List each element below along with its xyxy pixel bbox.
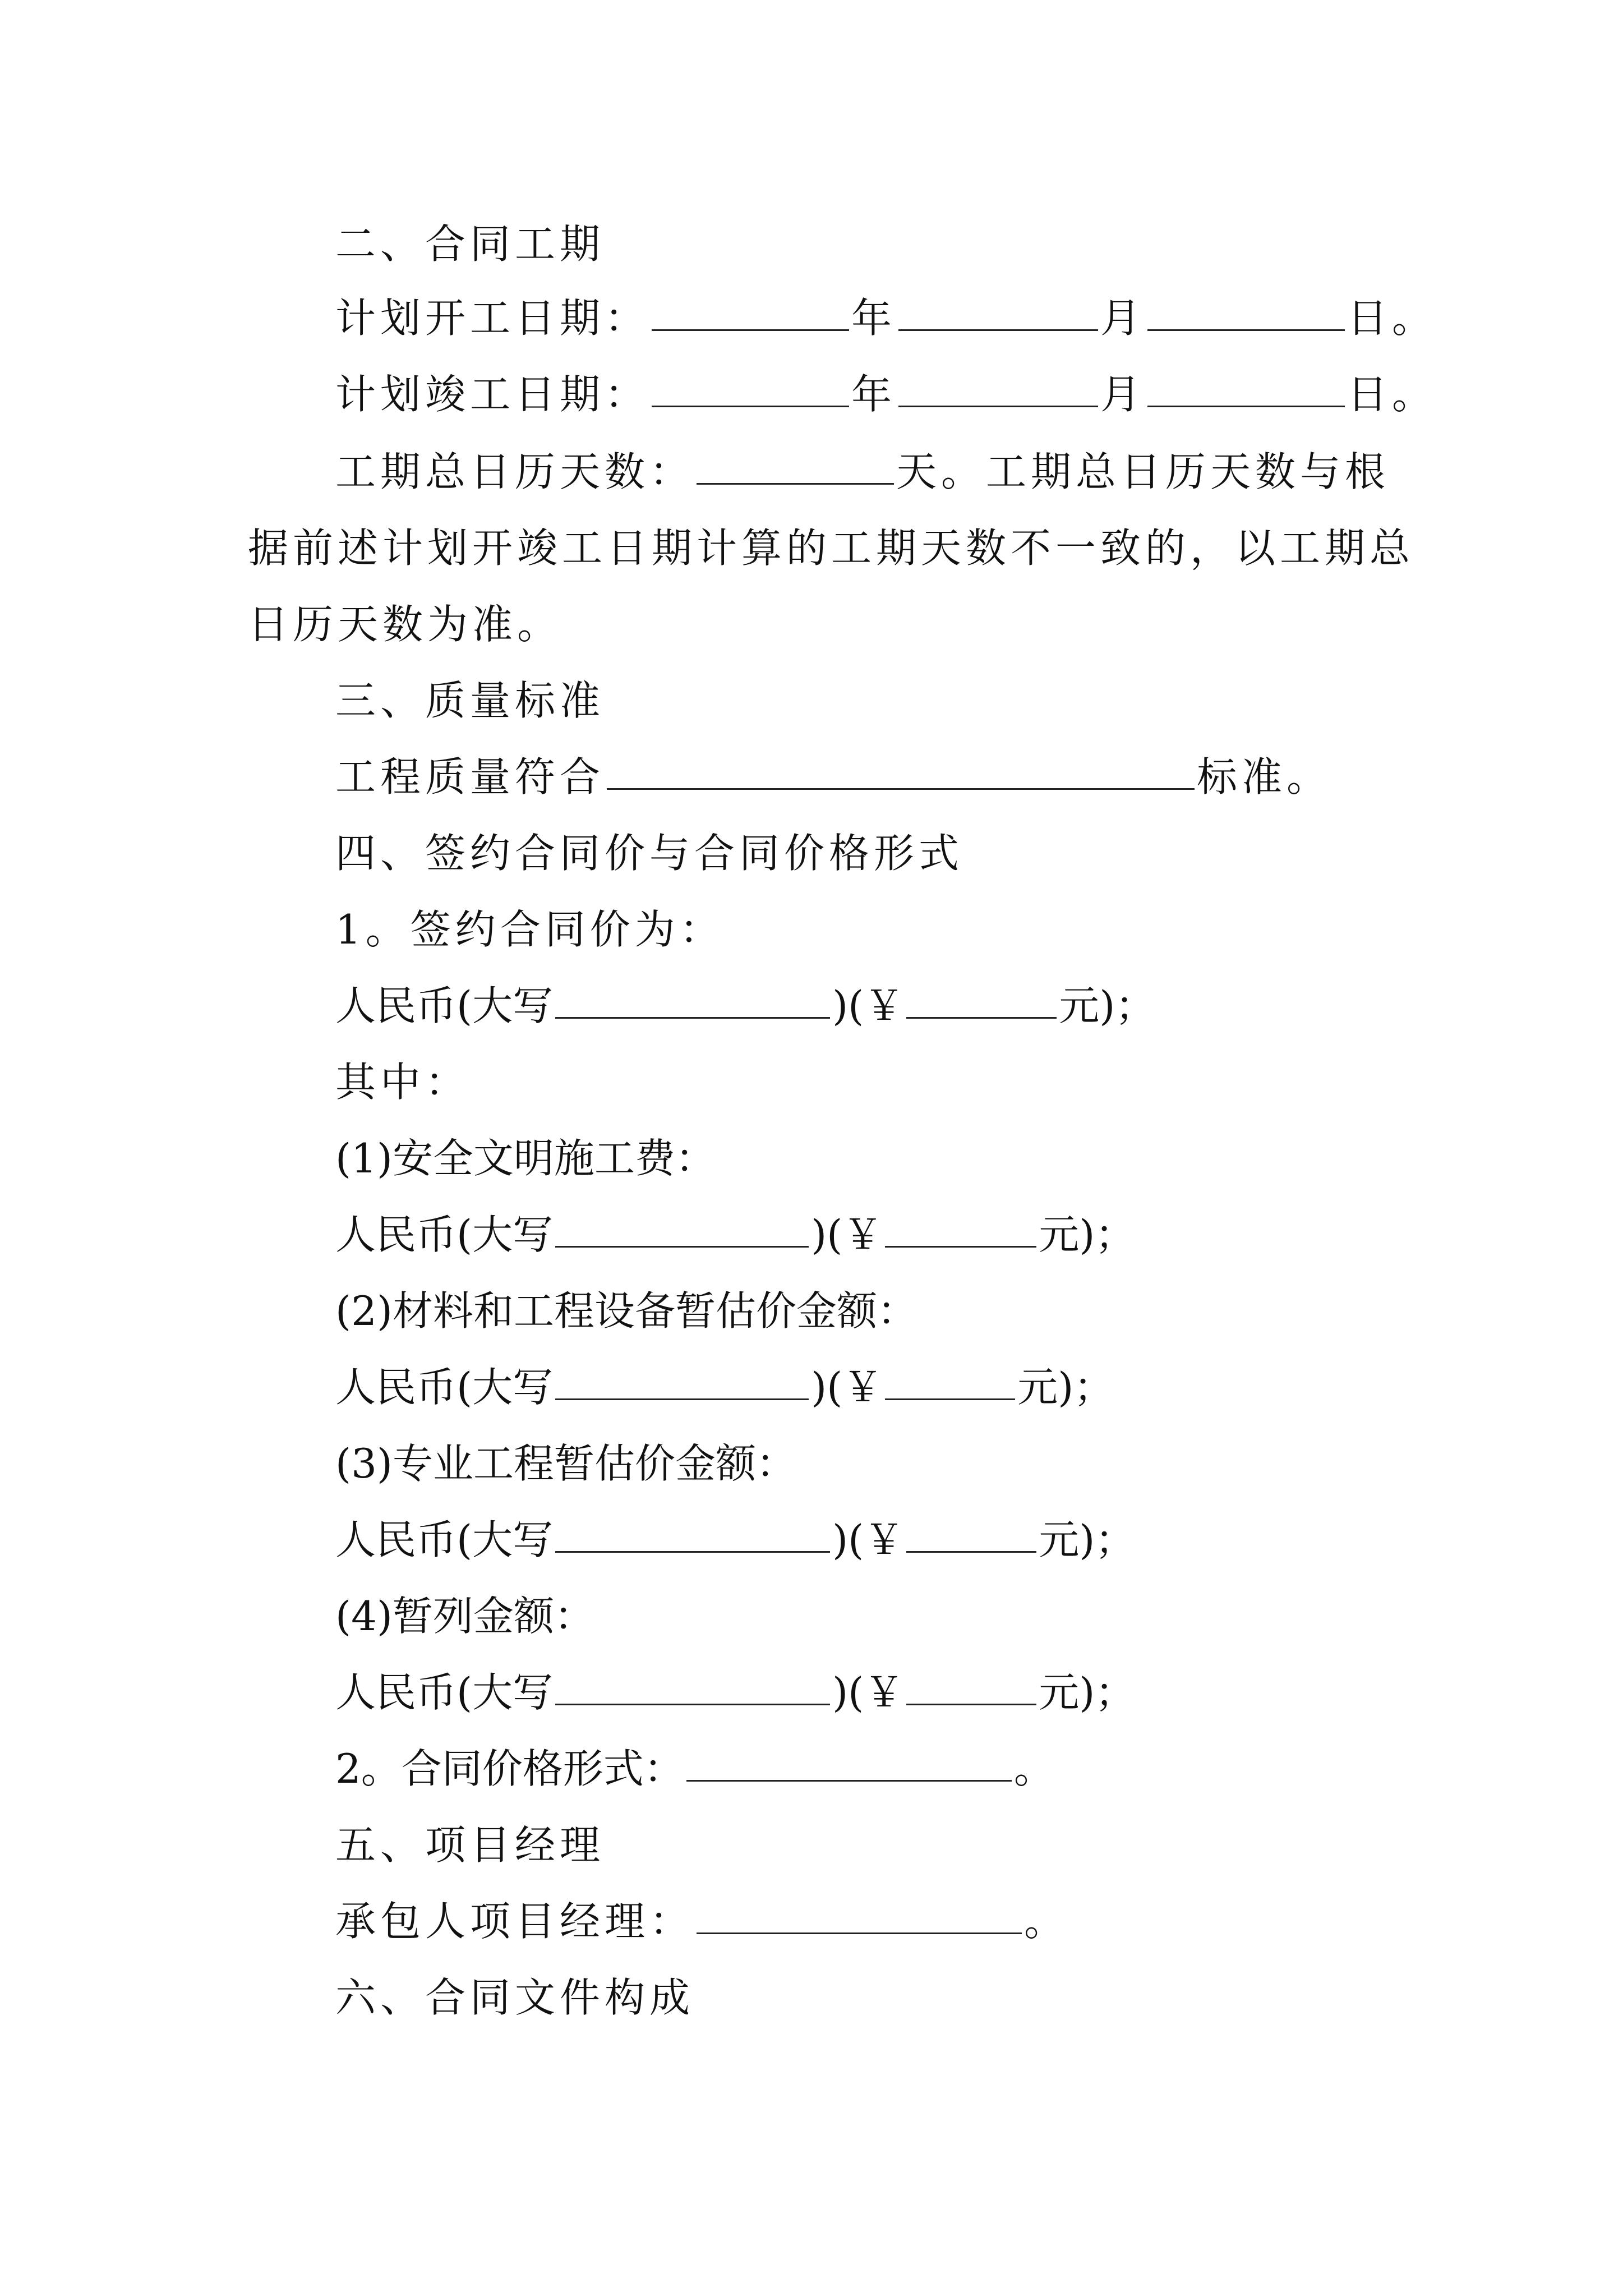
rmb-label: 人民币(大写 [335,1516,554,1563]
start-year-blank[interactable] [652,295,849,331]
specialty-estimate-figure-blank[interactable] [906,1516,1036,1553]
paragraph-text: 日历天数为准。 [248,601,562,648]
price-form-blank[interactable] [686,1745,1012,1782]
safety-fee-amount-line [335,1204,1135,1266]
total-days-para-line2 [248,517,1414,579]
contract-price-heading [335,899,725,960]
year-label: 年 [851,295,897,342]
specialty-estimate-amount-line [335,1509,1135,1571]
quality-suffix: 标准。 [1197,753,1332,800]
project-manager-line [335,1890,1069,1952]
material-estimate-words-blank[interactable] [555,1364,809,1400]
rmb-label: 人民币(大写 [335,1211,554,1258]
section-6-title [335,1967,694,2028]
contract-price-amount-line [335,975,1155,1037]
material-estimate-heading [335,1280,917,1342]
among-label: 其中： [335,1059,471,1106]
day-label: 日。 [1347,295,1437,342]
yuan-label: 元)； [1039,1669,1136,1716]
provisional-sum-words-blank[interactable] [555,1669,830,1705]
rmb-label: 人民币(大写 [335,1669,554,1716]
section-3-title [335,670,605,731]
start-day-blank[interactable] [1147,295,1345,331]
total-days-line [335,441,1390,503]
total-days-para-line3 [248,593,562,655]
price-form-line [335,1738,1054,1800]
quality-standard-blank[interactable] [607,753,1195,790]
yuan-label: 元)； [1039,1211,1136,1258]
sub-item-3-label: (3)专业工程暂估价金额： [335,1440,796,1487]
yuan-label: 元)； [1039,1516,1136,1563]
sub-item-1-label: (1)安全文明施工费： [335,1135,716,1182]
safety-fee-figure-blank[interactable] [885,1211,1036,1248]
total-days-text: 天。工期总日历天数与根 [896,448,1390,495]
yen-label: )(￥ [811,1364,883,1411]
quality-line [335,746,1331,808]
specialty-estimate-words-blank[interactable] [555,1516,830,1553]
item-2-label: 2。合同价格形式： [335,1745,684,1792]
period-mark: 。 [1024,1898,1069,1945]
sub-item-2-label: (2)材料和工程设备暂估价金额： [335,1287,917,1335]
material-estimate-amount-line [335,1356,1114,1418]
section-title-text: 二、合同工期 [335,220,605,268]
total-days-blank[interactable] [697,448,894,485]
day-label: 日。 [1347,371,1437,418]
section-4-title [335,822,963,884]
year-label: 年 [851,371,897,418]
sub-item-4-label: (4)暂列金额： [335,1593,594,1640]
yen-label: )(￥ [832,1516,905,1563]
yen-label: )(￥ [832,1669,905,1716]
month-label: 月 [1100,371,1146,418]
section-title-text: 四、签约合同价与合同价格形式 [335,830,964,877]
material-estimate-figure-blank[interactable] [885,1364,1015,1400]
finish-day-blank[interactable] [1147,371,1345,407]
safety-fee-heading [335,1128,716,1189]
yen-label: )(￥ [811,1211,883,1258]
project-manager-blank[interactable] [697,1898,1022,1934]
rmb-label: 人民币(大写 [335,1364,554,1411]
provisional-sum-heading [335,1585,594,1647]
total-days-label: 工期总日历天数： [335,448,695,495]
among-line [335,1051,470,1113]
finish-year-blank[interactable] [652,371,849,407]
planned-finish-line [335,364,1437,425]
yuan-label: 元)； [1017,1364,1114,1411]
period-mark: 。 [1013,1745,1054,1792]
safety-fee-words-blank[interactable] [555,1211,809,1248]
section-title-text: 三、质量标准 [335,677,605,724]
project-manager-label: 承包人项目经理： [335,1898,695,1945]
finish-date-label: 计划竣工日期： [335,371,650,418]
contract-price-figure-blank[interactable] [906,982,1057,1019]
section-title-text: 五、项目经理 [335,1821,605,1869]
quality-prefix: 工程质量符合 [335,753,605,800]
section-title-text: 六、合同文件构成 [335,1974,695,2021]
section-2-title [335,213,605,275]
provisional-sum-amount-line [335,1662,1135,1723]
item-1-label: 1。签约合同价为： [335,906,725,953]
yuan-label: 元)； [1059,982,1156,1029]
rmb-label: 人民币(大写 [335,982,554,1029]
paragraph-text: 据前述计划开竣工日期计算的工期天数不一致的，以工期总 [248,524,1415,572]
specialty-estimate-heading [335,1433,796,1494]
yen-label: )(￥ [832,982,905,1029]
planned-start-line [335,287,1437,349]
start-date-label: 计划开工日期： [335,295,650,342]
month-label: 月 [1100,295,1146,342]
start-month-blank[interactable] [898,295,1098,331]
contract-price-words-blank[interactable] [555,982,830,1019]
finish-month-blank[interactable] [898,371,1098,407]
section-5-title [335,1814,605,1876]
provisional-sum-figure-blank[interactable] [906,1669,1036,1705]
